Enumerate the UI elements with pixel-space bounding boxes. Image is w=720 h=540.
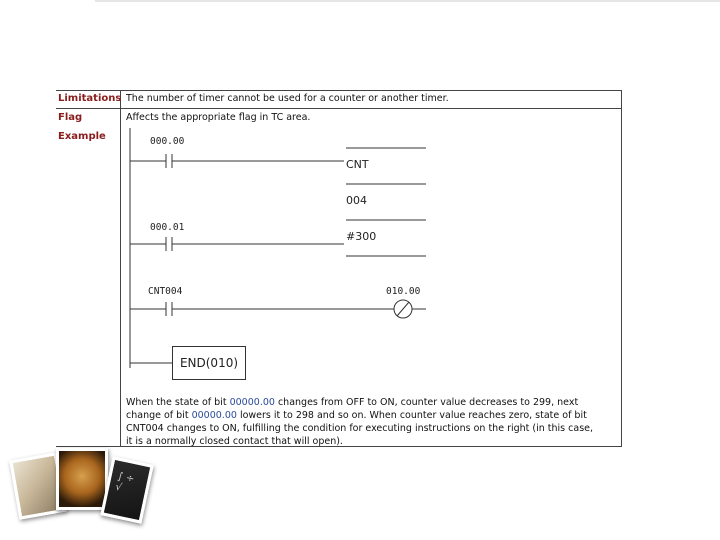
chalk-scribble-icon: ∫ ÷ √ <box>114 470 136 494</box>
explanation-part-4: lowers it to 298 and so on. When counter value reaches zero, state of bit <box>236 410 587 421</box>
coil-address: 010.00 <box>386 286 421 297</box>
counter-preset: #300 <box>346 230 377 243</box>
flag-text: Affects the appropriate flag in TC area. <box>126 112 311 123</box>
decorative-thumbnails <box>10 446 150 526</box>
explanation-part-6: it is a normally closed contact that will open). <box>126 436 343 447</box>
explanation-bit-2: 00000.00 <box>191 410 237 421</box>
contact1-address: 000.00 <box>150 136 185 147</box>
table-row-divider <box>56 108 622 109</box>
example-label: Example <box>58 131 106 142</box>
flag-label: Flag <box>58 112 83 123</box>
limitations-text: The number of timer cannot be used for a counter or another timer. <box>126 93 449 104</box>
explanation-bit-1: 00000.00 <box>229 397 275 408</box>
chalkboard-thumb-icon <box>100 456 154 523</box>
example-explanation <box>126 396 620 448</box>
end-instruction-box: END(010) <box>172 346 246 380</box>
table-top-border <box>56 90 622 91</box>
globe-thumb-icon <box>56 448 108 510</box>
contact2-address: 000.01 <box>150 222 185 233</box>
counter-type: CNT <box>346 158 369 171</box>
explanation-part-5: CNT004 changes to ON, fulfilling the condition for executing instructions on the right (in this case, <box>126 423 594 434</box>
explanation-part-2: changes from OFF to ON, counter value decreases to 299, next <box>274 397 579 408</box>
top-rule <box>95 0 720 2</box>
explanation-part-3: change of bit <box>126 410 192 421</box>
table-right-border <box>621 90 622 446</box>
table-column-divider <box>120 90 121 446</box>
contact3-address: CNT004 <box>148 286 183 297</box>
ladder-diagram <box>128 128 428 388</box>
coil-slash <box>397 302 409 316</box>
counter-number: 004 <box>346 194 367 207</box>
limitations-label: Limitations <box>58 93 122 104</box>
explanation-part-1: When the state of bit <box>126 397 230 408</box>
